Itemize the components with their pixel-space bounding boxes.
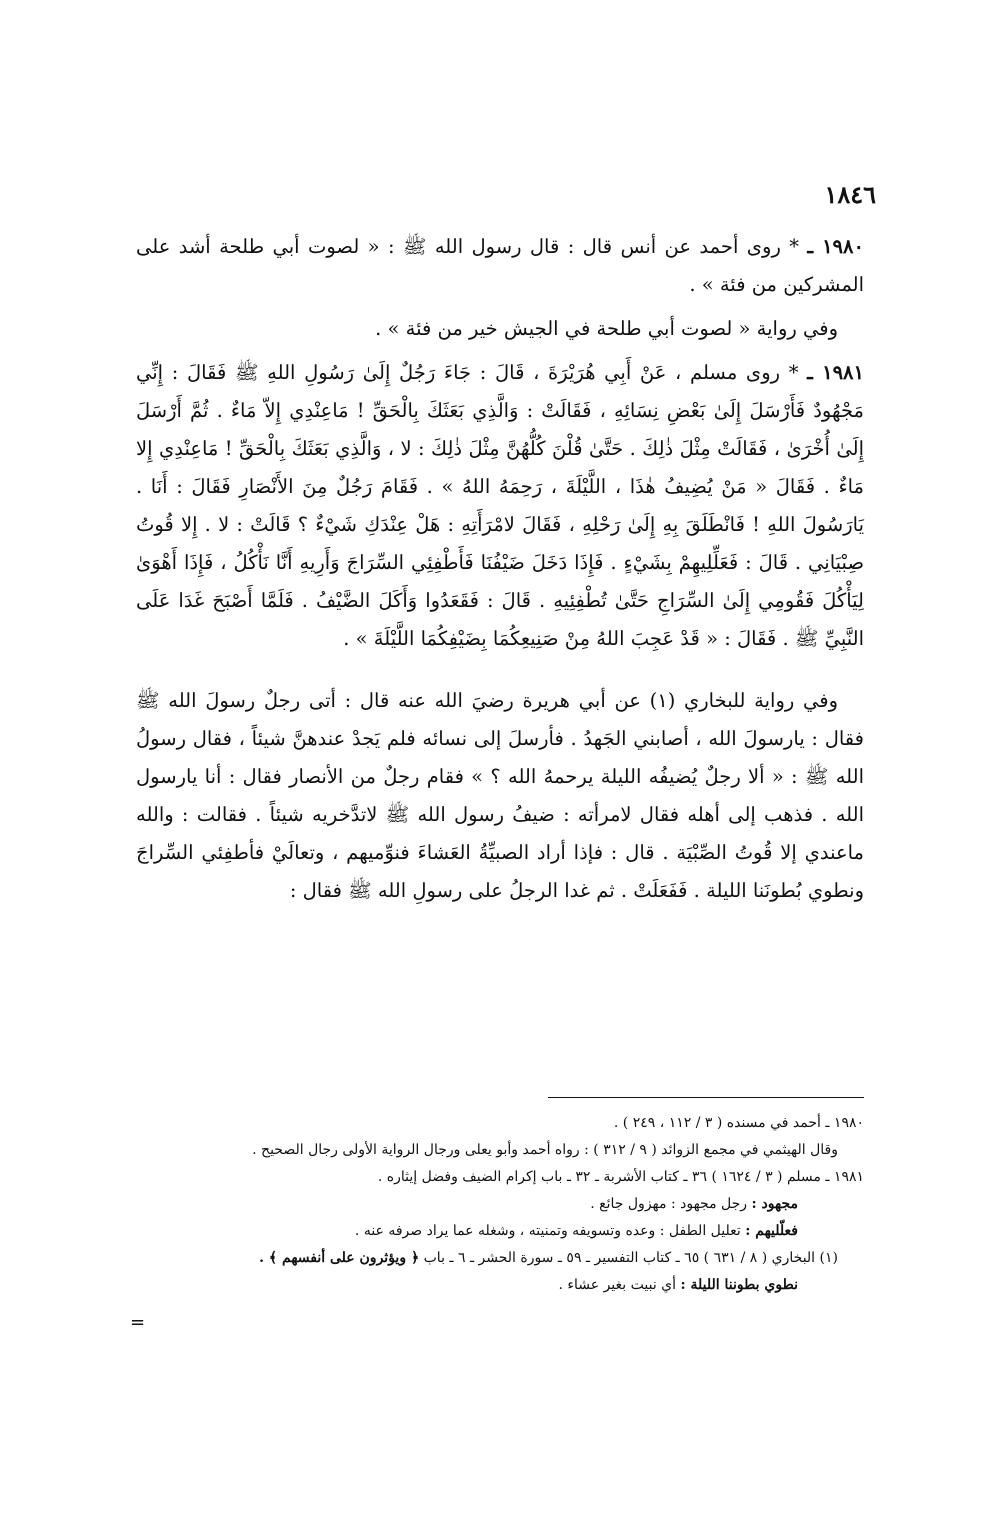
footnote-allilihim-text: تعليل الطفل : وعده وتسويفه وتمنيته ، وشغله عما يراد صرفه عنه . [354, 1223, 741, 1239]
hadith-number-1981: ١٩٨١ ـ [807, 361, 864, 384]
hadith-1980-variant: وفي رواية « لصوت أبي طلحة في الجيش خير من فئة » . [375, 317, 838, 340]
hadith-1980 [136, 228, 864, 304]
footnote-1980-source: ١٩٨٠ ـ أحمد في مسنده ( ٣ / ١١٢ ، ٢٤٩ ) . [613, 1115, 864, 1131]
hadith-text-1981: * روى مسلم ، عَنْ أَبِي هُرَيْرَةَ ، قَالَ : جَاءَ رَجُلٌ إِلَىٰ رَسُولِ اللهِ ﷺ فَقَالَ : إِنِّي مَجْهُودٌ فَأَرْسَلَ إِلَىٰ بَعْضِ نِسَائِهِ ، فَقَالَتْ : وَالَّذِي بَعَثَكَ بِالْحَقِّ ! مَاعِنْدِي إِلاّ مَاءٌ . ثُمَّ أَرْسَلَ إِلَىٰ أُخْرَىٰ ، فَقَالَتْ مِثْلَ ذٰلِكَ . حَتَّىٰ قُلْنَ كُلُّهُنَّ مِثْلَ ذٰلِكَ : لا ، وَالَّذِي بَعَثَكَ بِالْحَقِّ ! مَاعِنْدِي إِلا مَاءٌ . فَقَالَ « مَنْ يُضِيفُ هٰذَا ، اللَّيْلَةَ ، رَحِمَهُ اللهُ » . فَقَامَ رَجُلٌ مِنَ الأَنْصَارِ فَقَالَ : أَنَا . يَارَسُولَ اللهِ ! فَانْطَلَقَ بِهِ إِلَىٰ رَحْلِهِ ، فَقَالَ لامْرَأَتِهِ : هَلْ عِنْدَكِ شَيْءٌ ؟ قَالَتْ : لا . إِلا قُوتُ صِبْيَانِي . قَالَ : فَعَلِّلِيهِمْ بِشَيْءٍ . فَإِذَا دَخَلَ ضَيْفُنَا فَأَطْفِئِي السِّرَاجَ وَأَرِيهِ أَنَّا نَأْكُلُ ، فَإِذَا أَهْوَىٰ لِيَأْكُلَ فَقُومِي إِلَىٰ السِّرَاجِ حَتَّىٰ تُطْفِئِيهِ . قَالَ : فَقَعَدُوا وَأَكَلَ الضَّيْفُ . فَلَمَّا أَصْبَحَ غَدَا عَلَى النَّبِيِّ ﷺ . فَقَالَ : « قَدْ عَجِبَ اللهُ مِنْ صَنِيعِكُمَا بِضَيْفِكُمَا اللَّيْلَةَ » . [136, 361, 864, 650]
footnotes [136, 1110, 864, 1299]
footnote-natwi-text: أي نبيت بغير عشاء . [558, 1277, 677, 1293]
footnote-allilihim [136, 1218, 864, 1245]
hadith-text-1980: * روى أحمد عن أنس قال : قال رسول الله ﷺ : « لصوت أبي طلحة أشد على المشركين من فئة » . [136, 235, 864, 296]
footnote-majhud-text: رجل مجهود : مهزول جائع . [590, 1196, 748, 1212]
main-text [136, 228, 864, 910]
footnote-bukhari-source [136, 1245, 864, 1272]
footnote-allilihim-term: فعلّليهم : [745, 1223, 798, 1239]
hadith-number-1980: ١٩٨٠ ـ [807, 235, 864, 258]
bukhari-narration: وفي رواية للبخاري (١) عن أبي هريرة رضيَ الله عنه قال : أتى رجلٌ رسولَ الله ﷺ فقال : يارسولَ الله ، أصابني الجَهدُ . فأرسلَ إلى نسائه فلم يَجدْ عندهنَّ شيئاً ، فقال رسولُ الله ﷺ : « ألا رجلٌ يُضيفُه الليلة يرحمهُ الله ؟ » فقام رجلٌ من الأنصار فقال : أنا يارسول الله . فذهب إلى أهله فقال لامرأته : ضيفُ رسول الله ﷺ لاتدَّخريه شيئاً . فقالت : والله ماعندي إلا قُوتُ الصِّبْيَة . قال : فإذا أراد الصبيِّةُ العَشاءَ فنوِّميهم ، وتعالَيْ فأطفِئي السِّراجَ ونطوي بُطونَنا الليلة . فَفَعَلَتْ . ثم غدا الرجلُ على رسولِ الله ﷺ فقال : [136, 689, 864, 902]
footnote-majhud-term: مجهود : [751, 1196, 798, 1212]
footnote-bukhari-text: (١) البخاري ( ٨ / ٦٣١ ) ٦٥ ـ كتاب التفسير ـ ٥٩ ـ سورة الحشر ـ ٦ ـ باب [423, 1250, 838, 1266]
footnote-majhud [136, 1191, 864, 1218]
footnote-1981-source: ١٩٨١ ـ مسلم ( ٣ / ١٦٢٤ ) ٣٦ ـ كتاب الأشربة ـ ٣٢ ـ باب إكرام الضيف وفضل إيثاره . [377, 1169, 864, 1185]
footnote-divider [548, 1097, 864, 1098]
continuation-mark: = [130, 1312, 146, 1333]
footnote-haythami: وقال الهيثمي في مجمع الزوائد ( ٩ / ٣١٢ ) : رواه أحمد وأبو يعلى ورجال الرواية الأولى رجال الصحيح . [252, 1142, 838, 1158]
hadith-1981 [136, 354, 864, 658]
footnote-natwi-term: نطوي بطوننا الليلة : [680, 1277, 798, 1293]
page-number: ١٨٤٦ [824, 180, 876, 209]
footnote-natwi [136, 1272, 864, 1299]
footnote-bukhari-verse: ﴿ ويؤثرون على أنفسهم ﴾ . [259, 1250, 420, 1266]
